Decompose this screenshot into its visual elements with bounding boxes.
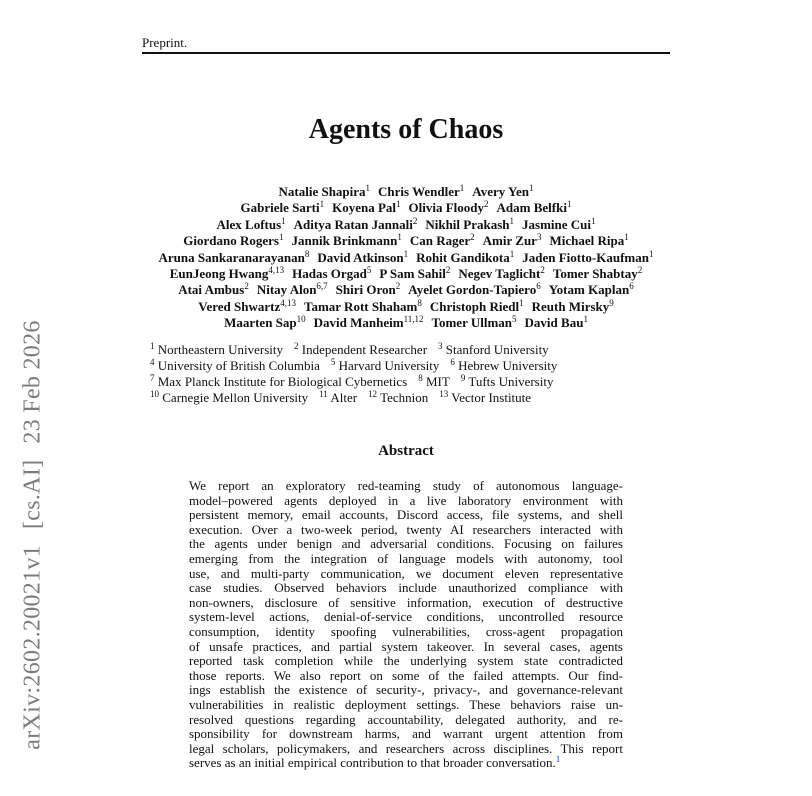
author-name: Aditya Ratan Jannali <box>293 216 413 232</box>
author <box>292 266 371 281</box>
abstract-line <box>189 698 623 713</box>
affiliation <box>150 358 320 373</box>
author-name: Amir Zur <box>482 233 537 249</box>
affiliation-name: Harvard University <box>338 358 440 373</box>
abstract-text: of unsafe practices, and partial system takeover. In several cases, agents <box>189 638 623 654</box>
author-name: Michael Ripa <box>549 233 625 249</box>
author <box>432 315 517 330</box>
author-name: Rohit Gandikota <box>416 249 510 265</box>
affiliation-name: Alter <box>330 390 358 405</box>
affiliation-number: 12 <box>368 389 378 399</box>
author-name: Shiri Oron <box>335 282 396 298</box>
author-affiliation-mark: 10 <box>296 314 306 325</box>
author-name: Avery Yen <box>472 184 529 199</box>
abstract-text: sponsibility for downstream harms, and warrant urgent attention from <box>189 726 623 742</box>
author-name: Jannik Brinkmann <box>291 233 398 249</box>
affiliation <box>368 390 428 405</box>
author <box>525 315 588 330</box>
affiliation <box>319 390 357 405</box>
author-line <box>130 282 682 298</box>
affiliation-line <box>150 390 568 406</box>
author-affiliation-mark: 1 <box>591 215 596 226</box>
author-affiliation-mark: 1 <box>519 297 524 308</box>
abstract-text: those reports. We also report on some of the failed attempts. Our find- <box>189 667 623 683</box>
arxiv-category: [cs.AI] <box>19 459 46 529</box>
author <box>317 250 408 265</box>
author <box>224 315 306 330</box>
author-name: Negev Taglicht <box>458 266 541 282</box>
author <box>292 233 402 248</box>
author-name: David Manheim <box>313 315 404 331</box>
author-name: Giordano Rogers <box>183 233 279 249</box>
author-name: Nikhil Prakash <box>425 216 510 232</box>
abstract-text: use, and multi-party communication, we document eleven representative <box>189 565 623 581</box>
abstract-line <box>189 713 623 728</box>
author-name: Jasmine Cui <box>522 216 591 232</box>
author <box>532 299 614 314</box>
abstract-heading: Abstract <box>378 443 434 459</box>
author <box>497 200 572 215</box>
abstract-line <box>189 523 623 538</box>
affiliation-name: MIT <box>425 374 450 389</box>
abstract-line <box>189 494 623 509</box>
author <box>553 266 642 281</box>
affiliation <box>150 374 407 389</box>
abstract-body <box>189 479 623 771</box>
author-affiliation-mark: 1 <box>365 183 371 193</box>
author-name: P Sam Sahil <box>379 266 446 282</box>
author <box>336 282 401 297</box>
author-name: Reuth Mirsky <box>531 298 610 314</box>
author-affiliation-mark: 1 <box>279 232 284 243</box>
abstract-line <box>189 625 623 640</box>
affiliation-name: Technion <box>380 390 429 405</box>
author-affiliation-mark: 8 <box>304 248 310 259</box>
abstract-text: serves as an initial empirical contribution to that broader conversation. <box>189 755 556 771</box>
author-name: Chris Wendler <box>378 184 460 199</box>
author <box>178 282 249 297</box>
author-affiliation-mark: 2 <box>395 281 401 292</box>
author <box>483 233 542 248</box>
affiliation-number: 9 <box>460 373 466 383</box>
affiliation <box>150 342 283 357</box>
author-affiliation-mark: 1 <box>319 199 325 210</box>
abstract-line <box>189 552 623 567</box>
author-name: Vered Shwartz <box>198 298 281 314</box>
abstract-text: model–powered agents deployed in a live laboratory environment with <box>189 492 623 508</box>
author-affiliation-mark: 2 <box>244 281 249 292</box>
author-affiliation-mark: 1 <box>509 215 515 226</box>
affiliation-name: Independent Researcher <box>301 342 428 357</box>
author <box>198 299 296 314</box>
author <box>170 266 284 281</box>
author-list <box>130 184 682 332</box>
affiliation-number: 7 <box>150 373 155 383</box>
paper-title: Agents of Chaos <box>308 114 504 145</box>
author-name: Alex Loftus <box>216 216 282 232</box>
author-name: Adam Belfki <box>496 200 567 216</box>
author-name: Hadas Orgad <box>292 266 367 282</box>
abstract-line <box>189 669 623 684</box>
arxiv-date: 23 Feb 2026 <box>19 320 46 444</box>
affiliation-name: Max Planck Institute for Biological Cybernetics <box>157 374 408 389</box>
affiliation-number: 1 <box>150 341 155 351</box>
author-name: Jaden Fiotto-Kaufman <box>522 249 649 265</box>
abstract-text: vulnerabilities in realistic deployment settings. These behaviors raise un- <box>189 696 623 712</box>
author-affiliation-mark: 1 <box>281 215 286 226</box>
affiliation-line <box>150 358 568 374</box>
abstract-text: system-level actions, denial-of-service conditions, uncontrolled resource <box>189 609 623 625</box>
author-affiliation-mark: 2 <box>445 265 451 276</box>
affiliation-name: Vector Institute <box>451 390 532 405</box>
author-affiliation-mark: 1 <box>624 232 629 243</box>
footnote-marker: 1 <box>555 754 561 765</box>
author-affiliation-mark: 6 <box>536 281 541 292</box>
affiliation <box>450 358 557 373</box>
author-name: Can Rager <box>409 233 471 249</box>
author-affiliation-mark: 1 <box>528 183 534 193</box>
author-name: Gabriele Sarti <box>240 200 320 216</box>
author <box>410 233 475 248</box>
author-affiliation-mark: 2 <box>637 265 643 276</box>
author <box>314 315 424 330</box>
author-line <box>130 250 682 266</box>
abstract-text: consumption, identity spoofing vulnerabilities, cross-agent propagation <box>189 623 623 639</box>
author-name: Koyena Pal <box>332 200 397 216</box>
affiliation <box>438 342 549 357</box>
author-name: Ayelet Gordon-Tapiero <box>408 282 537 298</box>
author <box>378 184 464 199</box>
author-line <box>130 266 682 282</box>
affiliation-number: 5 <box>330 357 336 367</box>
affiliation-name: Tufts University <box>468 374 554 389</box>
affiliation-name: Stanford University <box>445 342 549 357</box>
author-name: Natalie Shapira <box>278 184 366 199</box>
author-line <box>130 217 682 233</box>
affiliation <box>461 374 554 389</box>
author-line <box>130 200 682 216</box>
author-name: Nitay Alon <box>256 282 317 298</box>
author-affiliation-mark: 5 <box>512 314 517 325</box>
abstract-line <box>189 479 623 494</box>
author-line <box>130 233 682 249</box>
author-line <box>130 299 682 315</box>
author-name: Yotam Kaplan <box>548 282 630 298</box>
author-name: Atai Ambus <box>178 282 245 298</box>
affiliation-name: Carnegie Mellon University <box>162 390 309 405</box>
author <box>279 184 371 199</box>
affiliation <box>331 358 439 373</box>
author-line <box>130 315 682 331</box>
author-affiliation-mark: 4,13 <box>280 297 296 308</box>
author-name: Maarten Sap <box>224 315 297 331</box>
abstract-line <box>189 596 623 611</box>
abstract-text: case studies. Observed behaviors include unauthorized compliance with <box>189 580 623 596</box>
abstract-line <box>189 654 623 669</box>
author <box>183 233 283 248</box>
author-name: Olivia Floody <box>408 200 485 216</box>
affiliation-name: Hebrew University <box>458 358 558 373</box>
author <box>522 250 653 265</box>
author <box>257 282 328 297</box>
abstract-line <box>189 537 623 552</box>
abstract-text: execution. Over a two-week period, twenty AI researchers interacted with <box>189 521 623 537</box>
arxiv-side-stamp <box>20 304 47 749</box>
affiliation-number: 10 <box>150 389 159 399</box>
author <box>408 282 540 297</box>
affiliation-name: University of British Columbia <box>157 358 320 373</box>
abstract-line <box>189 756 623 771</box>
author-affiliation-mark: 1 <box>459 183 465 193</box>
abstract-line <box>189 610 623 625</box>
affiliation <box>439 390 531 405</box>
author-affiliation-mark: 9 <box>609 297 614 308</box>
page-header <box>142 34 670 54</box>
author-affiliation-mark: 1 <box>509 248 515 259</box>
author <box>549 233 628 248</box>
abstract-text: the agents under benign and adversarial conditions. Focusing on failures <box>189 536 623 552</box>
abstract-line <box>189 508 623 523</box>
abstract-text: ings establish the existence of security-, privacy-, and governance-relevant <box>189 682 623 698</box>
author-affiliation-mark: 8 <box>417 297 422 308</box>
abstract-line <box>189 727 623 742</box>
arxiv-id: arXiv:2602.20021v1 <box>19 545 46 750</box>
author-name: Tomer Shabtay <box>552 266 638 282</box>
affiliation-number: 6 <box>450 357 455 367</box>
abstract-line <box>189 683 623 698</box>
affiliation-number: 2 <box>294 341 299 351</box>
author-name: Tamar Rott Shaham <box>303 298 418 314</box>
author <box>304 299 422 314</box>
author-name: EunJeong Hwang <box>169 266 269 282</box>
affiliation <box>294 342 427 357</box>
author-name: David Bau <box>524 315 584 331</box>
author-affiliation-mark: 2 <box>484 199 489 210</box>
author <box>294 217 418 232</box>
author-affiliation-mark: 11,12 <box>403 314 424 325</box>
abstract-line <box>189 581 623 596</box>
header-label: Preprint. <box>142 35 188 50</box>
author-affiliation-mark: 5 <box>366 265 372 276</box>
author <box>472 184 533 199</box>
affiliation-list <box>150 342 568 406</box>
affiliation <box>150 390 308 405</box>
abstract-text: resolved questions regarding accountability, delegated authority, and re- <box>189 711 623 727</box>
author-affiliation-mark: 2 <box>412 215 418 226</box>
abstract-text: legal scholars, policymakers, and researchers across disciplines. This report <box>189 740 623 756</box>
affiliation-number: 13 <box>439 389 449 399</box>
abstract-text: We report an exploratory red-teaming study of autonomous language- <box>189 478 623 493</box>
affiliation-number: 4 <box>150 357 155 367</box>
abstract-text: non-owners, disclosure of sensitive information, execution of destructive <box>189 594 623 610</box>
affiliation-line <box>150 342 568 358</box>
abstract-line <box>189 640 623 655</box>
abstract-line <box>189 567 623 582</box>
author-name: Aruna Sankaranarayanan <box>158 249 305 265</box>
abstract-text: emerging from the integration of language models with autonomy, tool <box>189 550 623 566</box>
author-affiliation-mark: 1 <box>648 248 654 259</box>
author-affiliation-mark: 1 <box>583 314 588 325</box>
author-name: David Atkinson <box>317 249 404 265</box>
abstract-text: reported task completion while the underlying system state contradicted <box>189 653 623 669</box>
author-name: Christoph Riedl <box>429 298 520 314</box>
affiliation-line <box>150 374 568 390</box>
affiliation-number: 8 <box>418 373 423 383</box>
author-affiliation-mark: 1 <box>396 199 401 210</box>
author-line <box>130 184 682 200</box>
author <box>522 217 595 232</box>
author <box>332 200 400 215</box>
author-name: Tomer Ullman <box>431 315 513 331</box>
author-affiliation-mark: 1 <box>403 248 409 259</box>
affiliation-number: 3 <box>438 341 443 351</box>
author-affiliation-mark: 3 <box>536 232 542 243</box>
author <box>549 282 634 297</box>
author-affiliation-mark: 6,7 <box>316 281 328 292</box>
author-affiliation-mark: 1 <box>397 232 402 243</box>
affiliation-number: 11 <box>319 389 328 399</box>
author <box>217 217 286 232</box>
author-affiliation-mark: 6 <box>629 281 634 292</box>
author <box>379 266 450 281</box>
affiliation-name: Northeastern University <box>157 342 284 357</box>
author-affiliation-mark: 1 <box>566 199 572 210</box>
author-affiliation-mark: 2 <box>470 232 475 243</box>
author <box>241 200 325 215</box>
author <box>430 299 524 314</box>
author-affiliation-mark: 4,13 <box>268 265 285 276</box>
author <box>458 266 544 281</box>
author <box>409 200 489 215</box>
author <box>416 250 514 265</box>
author <box>159 250 310 265</box>
abstract-text: persistent memory, email accounts, Discord access, file systems, and shell <box>189 507 623 523</box>
author <box>425 217 514 232</box>
author-affiliation-mark: 2 <box>540 265 545 276</box>
affiliation <box>418 374 450 389</box>
